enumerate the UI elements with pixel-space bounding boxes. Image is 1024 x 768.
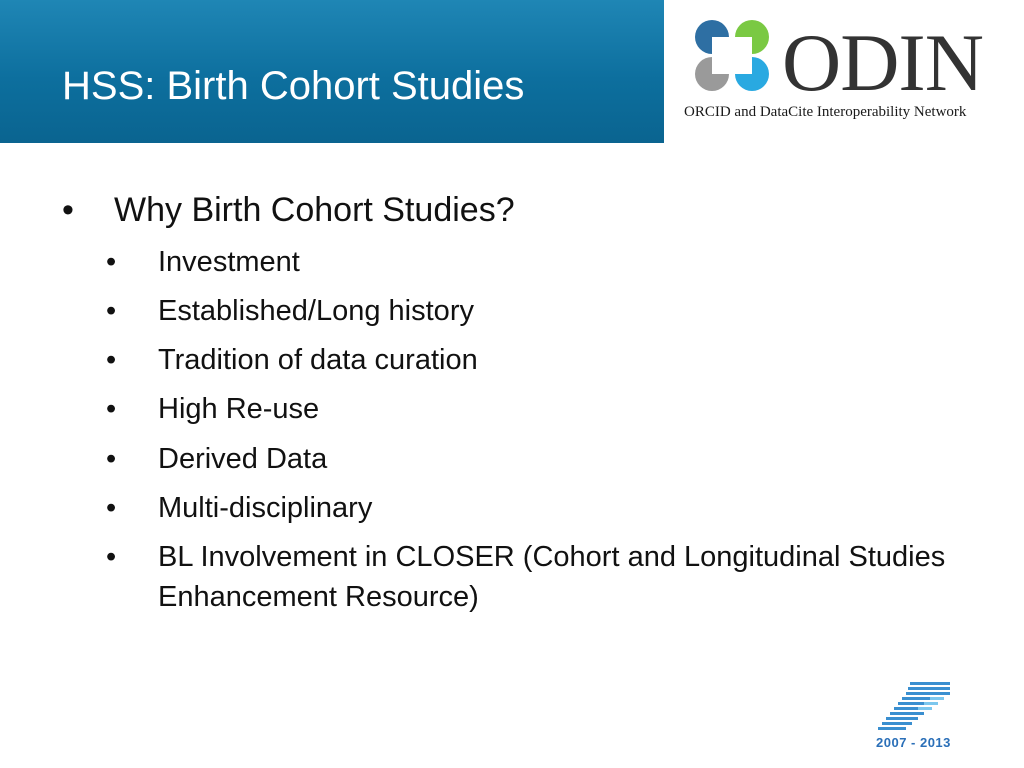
sub-bullet-text: Established/Long history (158, 295, 474, 327)
odin-logo-subtitle: ORCID and DataCite Interoperability Network (684, 104, 967, 120)
bullet-marker: • (106, 393, 117, 425)
odin-logo-wordmark: ODIN (782, 17, 983, 108)
bullet-marker: • (106, 344, 117, 376)
slide-title: HSS: Birth Cohort Studies (62, 64, 525, 108)
sub-bullet-text: Derived Data (158, 443, 328, 475)
main-bullet-text: Why Birth Cohort Studies? (114, 191, 515, 229)
fp7-logo-icon (872, 676, 972, 736)
bullet-marker: • (106, 541, 117, 573)
sub-bullet-text: Tradition of data curation (158, 344, 478, 376)
sub-bullet-text: Multi-disciplinary (158, 492, 373, 524)
sub-bullet-text: High Re-use (158, 393, 320, 425)
sub-bullet-text: BL Involvement in CLOSER (Cohort and Longitudinal Studies Enhancement Resource) (158, 541, 946, 613)
bullet-marker: • (106, 295, 117, 327)
bullet-marker: • (62, 191, 74, 229)
sub-bullet-text: Investment (158, 246, 300, 278)
fp7-years: 2007 - 2013 (876, 735, 951, 750)
bullet-marker: • (106, 443, 117, 475)
bullet-marker: • (106, 492, 117, 524)
bullet-marker: • (106, 246, 117, 278)
